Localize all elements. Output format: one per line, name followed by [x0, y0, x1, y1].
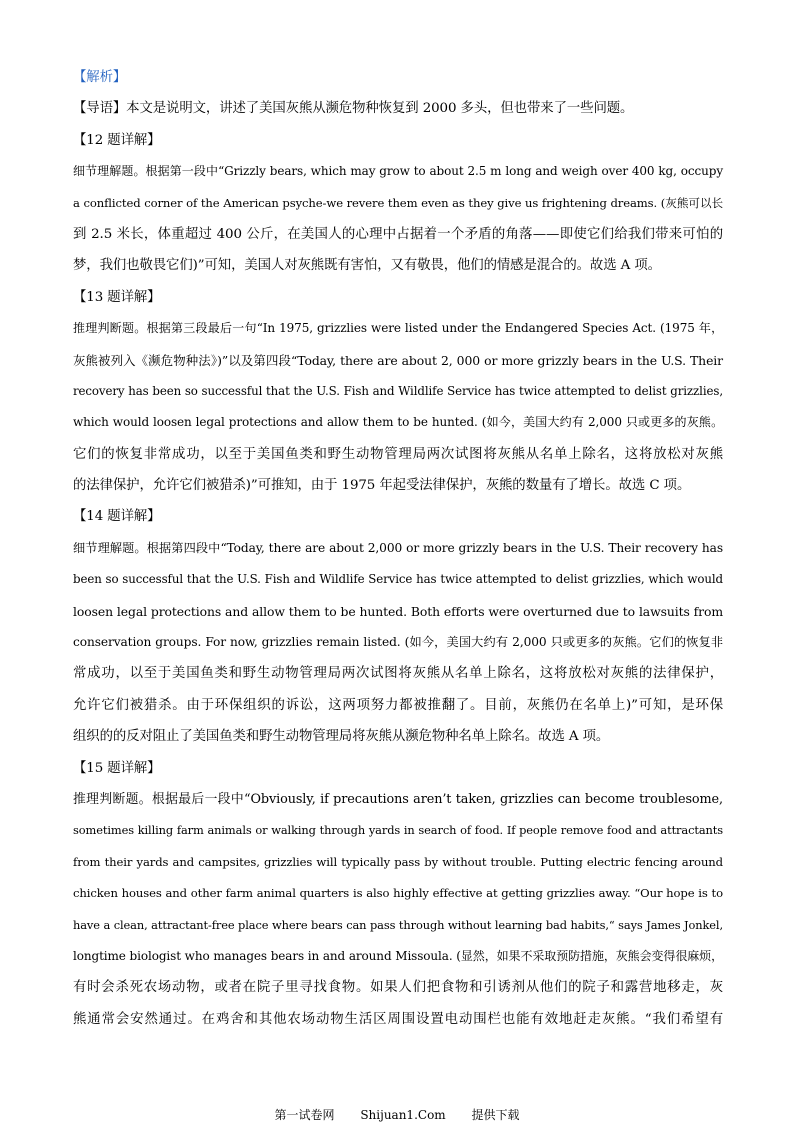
- q12-heading: 【12 题详解】: [73, 132, 161, 148]
- document-body: [73, 62, 723, 1035]
- q12-text-line: a conflicted corner of the American psyche-we revere them even as they give us frightening dreams. (灰熊可以长: [73, 195, 723, 210]
- q13-text-line: 的法律保护，允许它们被猎杀)”可推知，由于 1975 年起受法律保护，灰熊的数量有了增长。故选 C 项。: [73, 478, 691, 494]
- analysis-heading: 【解析】: [73, 70, 127, 85]
- q14-text-line: conservation groups. For now, grizzlies remain listed. (如今，美国大约有 2,000 只或更多的灰熊。它们的恢复非: [73, 635, 723, 650]
- q15-text-line: 有时会杀死农场动物，或者在院子里寻找食物。如果人们把食物和引诱剂从他们的院子和露营地移走，灰: [73, 980, 723, 996]
- q13-heading: 【13 题详解】: [73, 289, 161, 305]
- q14-text-line: 组织的的反对阻止了美国鱼类和野生动物管理局将灰熊从濒危物种名单上除名。故选 A 项。: [73, 729, 610, 745]
- q15-text-line: have a clean, attractant-free place where bears can pass through without learning bad habits,“ says James Jonkel,: [73, 917, 723, 932]
- q12-text-line: 细节理解题。根据第一段中“Grizzly bears, which may grow to about 2.5 m long and weigh over 400 kg, occupy: [73, 164, 723, 179]
- q13-text-line: which would loosen legal protections and allow them to be hunted. (如今，美国大约有 2,000 只或更多的灰熊。: [73, 415, 723, 430]
- q13-text-line: 灰熊被列入《濒危物种法》)”以及第四段“Today, there are about 2, 000 or more grizzly bears in the U.S. Their: [73, 352, 723, 368]
- footer-site-name: 第一试卷网: [274, 1108, 335, 1122]
- q15-text-line: sometimes killing farm animals or walking through yards in search of food. If people remove food and attractants: [73, 823, 723, 838]
- q14-text-line: loosen legal protections and allow them to be hunted. Both efforts were overturned due to lawsuits from: [73, 603, 723, 619]
- q15-text-line: 熊通常会安然通过。在鸡舍和其他农场动物生活区周围设置电动围栏也能有效地赶走灰熊。“我们希望有: [73, 1011, 723, 1027]
- q15-text-line: 推理判断题。根据最后一段中“Obviously, if precautions aren’t taken, grizzlies can become troublesome,: [73, 791, 723, 807]
- footer-site-url: Shijuan1.Com: [360, 1108, 446, 1122]
- q15-text-line: chicken houses and other farm animal quarters is also highly effective at getting grizzlies away. “Our hope is to: [73, 886, 723, 901]
- q13-text-line: 推理判断题。根据第三段最后一句“In 1975, grizzlies were listed under the Endangered Species Act. (1975 年，: [73, 321, 723, 336]
- intro-line: 【导语】本文是说明文，讲述了美国灰熊从濒危物种恢复到 2000 多头，但也带来了一些问题。: [73, 101, 634, 117]
- q14-heading: 【14 题详解】: [73, 509, 161, 525]
- q13-text-line: recovery has been so successful that the U.S. Fish and Wildlife Service has twice attempted to delist grizzlies,: [73, 383, 723, 398]
- q13-text-line: 它们的恢复非常成功，以至于美国鱼类和野生动物管理局两次试图将灰熊从名单上除名，这将放松对灰熊: [73, 446, 723, 462]
- q14-text-line: 允许它们被猎杀。由于环保组织的诉讼，这两项努力都被推翻了。目前，灰熊仍在名单上)”可知，是环保: [73, 697, 723, 713]
- footer-tagline: 提供下载: [471, 1108, 520, 1122]
- q15-text-line: from their yards and campsites, grizzlies will typically pass by without trouble. Putting electric fencing around: [73, 854, 723, 869]
- q15-text-line: longtime biologist who manages bears in and around Missoula. (显然，如果不采取预防措施，灰熊会变得很麻烦，: [73, 948, 723, 963]
- q12-text-line: 到 2.5 米长，体重超过 400 公斤，在美国人的心理中占据着一个矛盾的角落——即使它们给我们带来可怕的: [73, 226, 723, 242]
- q12-text-line: 梦，我们也敬畏它们)”可知，美国人对灰熊既有害怕，又有敬畏，他们的情感是混合的。故选 A 项。: [73, 258, 661, 274]
- q15-heading: 【15 题详解】: [73, 760, 161, 776]
- q14-text-line: 细节理解题。根据第四段中“Today, there are about 2,000 or more grizzly bears in the U.S. Their recovery has: [73, 540, 723, 555]
- q14-text-line: been so successful that the U.S. Fish and Wildlife Service has twice attempted to delist grizzlies, which would: [73, 572, 723, 587]
- page-footer: [0, 1106, 794, 1123]
- q14-text-line: 常成功，以至于美国鱼类和野生动物管理局两次试图将灰熊从名单上除名，这将放松对灰熊的法律保护，: [73, 666, 723, 682]
